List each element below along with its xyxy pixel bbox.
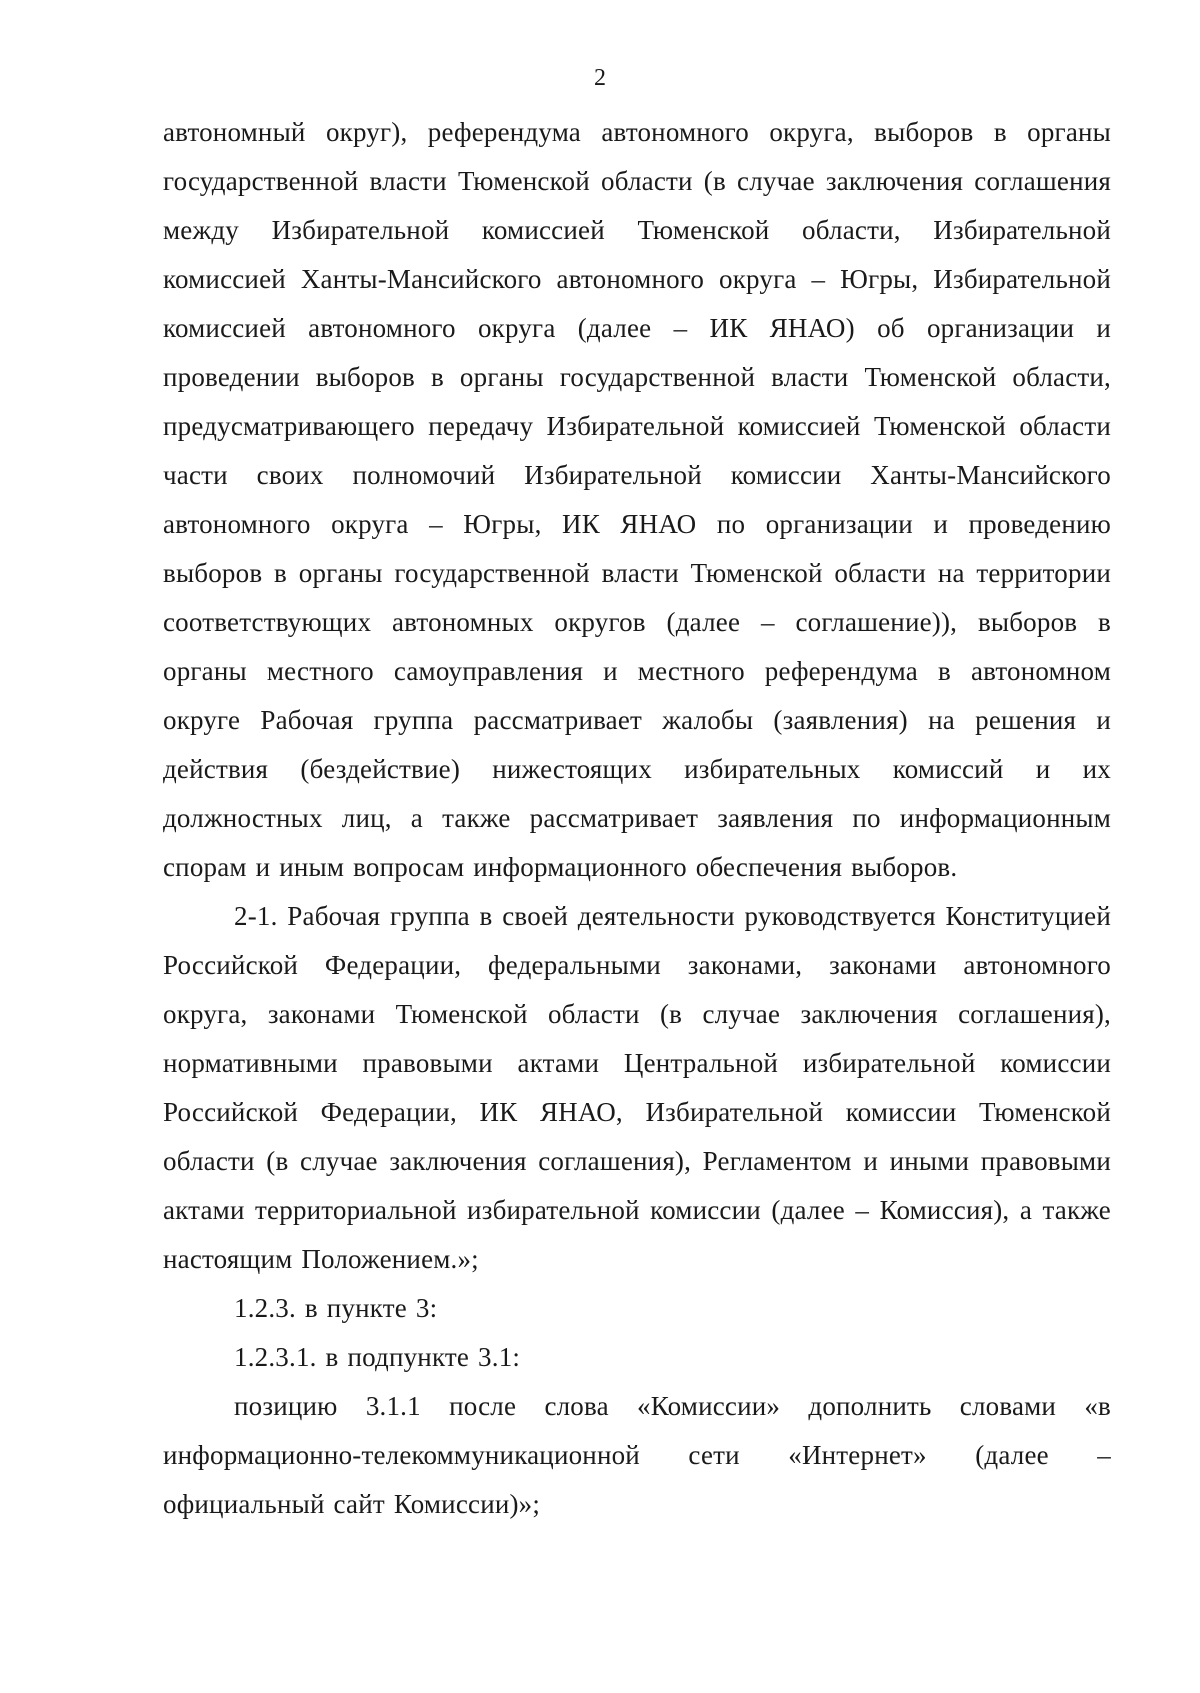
page-number: 2 [594, 65, 606, 91]
paragraph-item-1-2-3: 1.2.3. в пункте 3: [234, 1293, 438, 1323]
paragraph-item-1-2-3-1: 1.2.3.1. в подпункте 3.1: [234, 1342, 521, 1372]
paragraph-continuation: автономный округ), референдума автономного округа, выборов в органы государственной власти Тюменской области (в случае заключения соглашения между Избирательной комиссией Тюменской области, Избирательной комиссией Ханты-Мансийского автономного округа – Югры, Избирательной комиссией автономного округа (далее – ИК ЯНАО) об организации и проведении выборов в органы государственной власти Тюменской области, предусматривающего передачу Избирательной комиссией Тюменской области части своих полномочий Избирательной комиссии Ханты-Мансийского автономного округа – Югры, ИК ЯНАО по организации и проведению выборов в органы государственной власти Тюменской области на территории соответствующих автономных округов (далее – соглашение)), выборов в органы местного самоуправления и местного референдума в автономном округе Рабочая группа рассматривает жалобы (заявления) на решения и действия (бездействие) нижестоящих избирательных комиссий и их должностных лиц, а также рассматривает заявления по информационным спорам и иным вопросам информационного обеспечения выборов. [163, 117, 1111, 882]
document-body [163, 108, 1111, 1529]
paragraph-position-3-1-1: позицию 3.1.1 после слова «Комиссии» дополнить словами «в информационно-телекоммуникационной сети «Интернет» (далее – официальный сайт Комиссии)»; [163, 1391, 1111, 1519]
paragraph-item-2-1: 2-1. Рабочая группа в своей деятельности руководствуется Конституцией Российской Федерации, федеральными законами, законами автономного округа, законами Тюменской области (в случае заключения соглашения), нормативными правовыми актами Центральной избирательной комиссии Российской Федерации, ИК ЯНАО, Избирательной комиссии Тюменской области (в случае заключения соглашения), Регламентом и иными правовыми актами территориальной избирательной комиссии (далее – Комиссия), а также настоящим Положением.»; [163, 901, 1111, 1274]
